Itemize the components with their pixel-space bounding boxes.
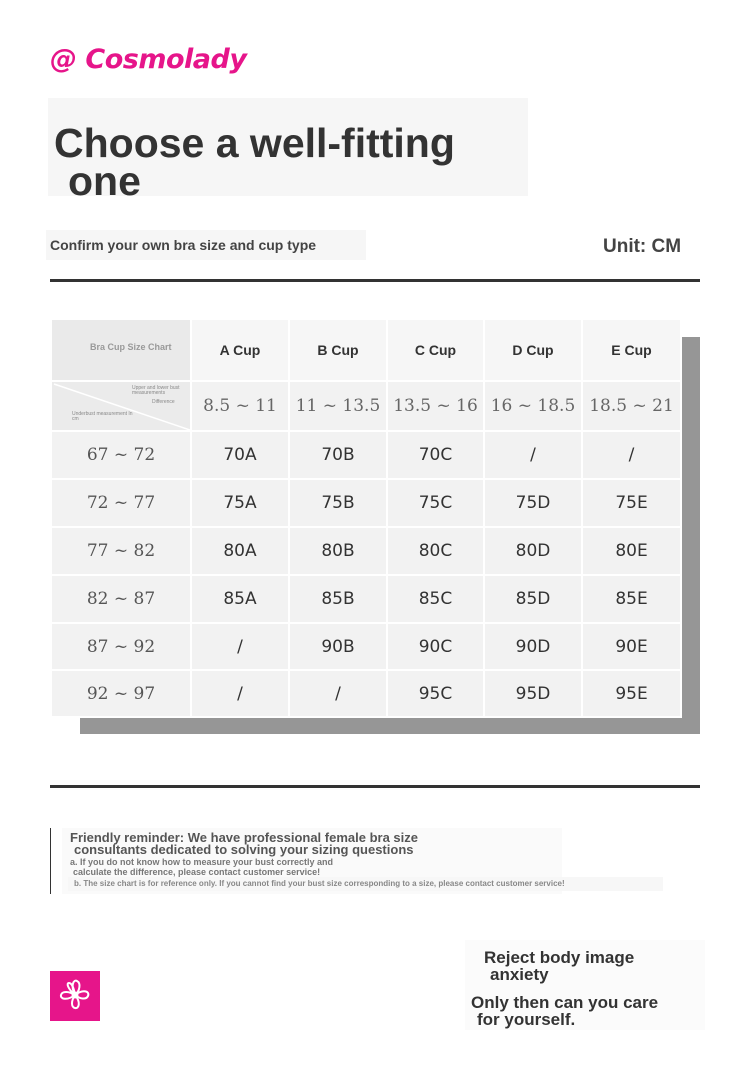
table-row	[51, 479, 681, 527]
size-cell: 85C	[387, 575, 484, 623]
size-cell: 90E	[582, 623, 681, 670]
underbust-range: 67 ~ 72	[51, 431, 191, 479]
size-cell: 90B	[289, 623, 387, 670]
corner-label: Bra Cup Size Chart	[90, 342, 172, 352]
difference-cell: 8.5 ~ 11	[191, 381, 289, 431]
size-cell: 85D	[484, 575, 582, 623]
size-cell: 80E	[582, 527, 681, 575]
reminder-point-b: b. The size chart is for reference only. If you cannot find your bust size corresponding to a size, please contact customer service!	[74, 879, 565, 888]
underbust-range: 87 ~ 92	[51, 623, 191, 670]
table-row	[51, 575, 681, 623]
diag-top-text: Upper and lower bust measurements	[132, 385, 180, 396]
table-corner	[51, 319, 191, 381]
size-cell: 80B	[289, 527, 387, 575]
size-cell: 85A	[191, 575, 289, 623]
size-cell: 75A	[191, 479, 289, 527]
bottom-divider	[50, 785, 700, 788]
cup-header: D Cup	[484, 319, 582, 381]
flower-icon	[50, 971, 100, 1021]
diagonal-header	[51, 381, 191, 431]
size-cell: /	[582, 431, 681, 479]
reminder-accent-line	[50, 828, 51, 894]
reminder-title	[70, 832, 540, 856]
table-row	[51, 431, 681, 479]
difference-cell: 11 ~ 13.5	[289, 381, 387, 431]
size-cell: 70C	[387, 431, 484, 479]
brand-logo-text: @ Cosmolady	[50, 44, 247, 75]
size-cell: 80D	[484, 527, 582, 575]
size-cell: 70B	[289, 431, 387, 479]
top-divider	[50, 279, 700, 282]
unit-label: Unit: CM	[603, 236, 682, 257]
table-row	[51, 527, 681, 575]
size-cell: 90D	[484, 623, 582, 670]
slogan-line-1	[484, 949, 634, 983]
cup-header: A Cup	[191, 319, 289, 381]
difference-cell: 18.5 ~ 21	[582, 381, 681, 431]
size-cell: 95D	[484, 670, 582, 717]
difference-cell: 16 ~ 18.5	[484, 381, 582, 431]
underbust-range: 92 ~ 97	[51, 670, 191, 717]
slogan-line-2b: for yourself.	[477, 1010, 576, 1029]
reminder-point-b-box	[68, 877, 663, 891]
size-cell: 80C	[387, 527, 484, 575]
size-cell: 95E	[582, 670, 681, 717]
slogan-line-1b: anxiety	[490, 965, 549, 984]
underbust-range: 77 ~ 82	[51, 527, 191, 575]
diag-bottom-text: Underbust measurement In cm	[72, 411, 133, 422]
size-cell: 70A	[191, 431, 289, 479]
table-row	[51, 623, 681, 670]
size-cell: 75D	[484, 479, 582, 527]
underbust-range: 72 ~ 77	[51, 479, 191, 527]
size-chart-table	[50, 318, 680, 716]
underbust-range: 82 ~ 87	[51, 575, 191, 623]
cup-header: E Cup	[582, 319, 681, 381]
reminder-title-line-1: Friendly reminder: We have professional female bra size	[70, 830, 418, 845]
title-line-1: Choose a well-fitting	[54, 120, 455, 166]
slogan-line-2	[471, 994, 658, 1028]
page-title	[54, 120, 534, 204]
reminder-title-line-2: consultants dedicated to solving your sizing questions	[74, 842, 414, 857]
size-cell: 85B	[289, 575, 387, 623]
size-cell: 95C	[387, 670, 484, 717]
diag-mid-text: Difference	[152, 399, 175, 405]
size-cell: /	[484, 431, 582, 479]
size-cell: /	[191, 623, 289, 670]
size-cell: 75E	[582, 479, 681, 527]
title-line-2: one	[68, 158, 141, 204]
difference-cell: 13.5 ~ 16	[387, 381, 484, 431]
size-cell: 85E	[582, 575, 681, 623]
cup-header: B Cup	[289, 319, 387, 381]
size-cell: /	[191, 670, 289, 717]
size-cell: 75B	[289, 479, 387, 527]
reminder-point-a-line-1: a. If you do not know how to measure your bust correctly and	[70, 857, 334, 867]
size-cell: /	[289, 670, 387, 717]
cup-header: C Cup	[387, 319, 484, 381]
slogan-line-1a: Reject body image	[484, 948, 635, 967]
reminder-point-a	[70, 857, 473, 877]
subtitle: Confirm your own bra size and cup type	[50, 237, 317, 253]
table-row	[51, 670, 681, 717]
size-cell: 75C	[387, 479, 484, 527]
size-cell: 90C	[387, 623, 484, 670]
reminder-point-a-line-2: calculate the difference, please contact customer service!	[73, 867, 321, 877]
slogan-line-2a: Only then can you care	[471, 993, 659, 1012]
size-cell: 80A	[191, 527, 289, 575]
